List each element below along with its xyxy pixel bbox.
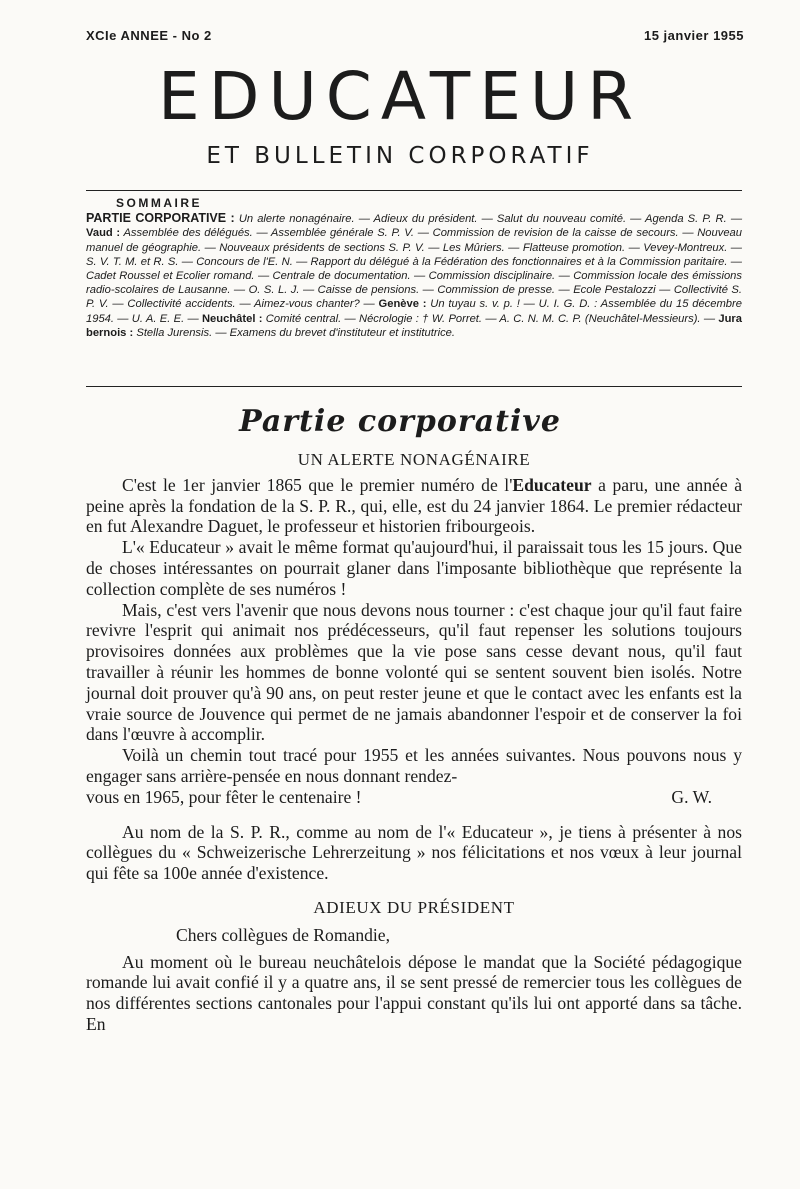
toc-part-5: Stella Jurensis. — Examens du brevet d'instituteur et institutrice. bbox=[133, 326, 455, 339]
article1-heading: UN ALERTE NONAGÉNAIRE bbox=[297, 450, 531, 469]
toc-geneve: Genève : bbox=[378, 298, 427, 311]
article1-paragraph-2: L'« Educateur » avait le même format qu'aujourd'hui, il paraissait tous les 15 jours. Que de choses intéressantes on pourrait glaner dans l'imposante bibliothèque que représente la collection complète de ses numéros ! bbox=[86, 537, 742, 599]
issue-number: XCIe ANNEE - No 2 bbox=[86, 28, 212, 43]
toc-part-3: Un tuyau s. v. p. ! — U. I. G. D. : Assemblée du 15 décembre 1954. — U. A. E. E. — bbox=[86, 298, 742, 325]
article1-paragraph-3: Mais, c'est vers l'avenir que nous devons nous tourner : c'est chaque jour qu'il faut faire revivre l'esprit qui animait nos prédécesseurs, qu'il faut repenser les solutions toujours provisoires données aux problèmes que la vie pose sans cesse devant nous, qu'il faut travailler à réunir les hommes de bonne volonté qui se sentent souvent bien isolés. Notre journal doit prouver qu'à 90 ans, on peut rester jeune et que le contact avec les enfants est la vraie source de Jouvence qui permet de ne jamais abandonner l'espoir et de conserver la foi dans l'œuvre à accomplir. bbox=[86, 599, 742, 745]
article2-heading: ADIEUX DU PRÉSIDENT bbox=[313, 897, 515, 917]
toc-jura: Jura bernois : bbox=[86, 312, 742, 339]
table-of-contents bbox=[86, 196, 742, 340]
toc-lead: PARTIE CORPORATIVE : bbox=[86, 211, 235, 226]
article-body bbox=[86, 450, 742, 1035]
toc-part-1: Un alerte nonagénaire. — Adieux du président. — Salut du nouveau comité. — Agenda S. P. R. — bbox=[234, 213, 743, 226]
article1-p1-end: a paru, une année à peine après la fondation de la S. P. R., qui, elle, est du 24 janvier 1864. Le premier rédacteur en fut Alexandre Daguet, le professeur et historien fribourgeois. bbox=[86, 474, 743, 537]
article1-signature: G. W. bbox=[671, 786, 712, 807]
article2-salutation: Chers collègues de Romandie, bbox=[176, 924, 391, 945]
article1-paragraph-1 bbox=[86, 475, 742, 537]
bottom-rule bbox=[86, 386, 742, 387]
toc-text bbox=[86, 211, 742, 340]
top-rule bbox=[86, 190, 742, 191]
issue-line bbox=[86, 28, 744, 43]
toc-neuchatel: Neuchâtel : bbox=[201, 312, 263, 325]
issue-date: 15 janvier 1955 bbox=[643, 28, 744, 43]
article1-paragraph-5: Au nom de la S. P. R., comme au nom de l'« Educateur », je tiens à présenter à nos collègues du « Schweizerische Lehrerzeitung » nos félicitations et nos vœux à leur journal qui fête sa 100e année d'existence. bbox=[86, 821, 742, 884]
article1-p1-bold: Educateur bbox=[512, 474, 592, 495]
toc-part-2: Assemblée des délégués. — Assemblée générale S. P. V. — Commission de revision de la caisse de secours. — Nouveau manuel de géographie. — Nouveaux présidents de sections S. P. V. — Les Mûriers. — Flatteuse promotion. — Vevey-Montreux. — S. V. T. M. et R. S. — Concours de l'E. N. — Rapport du délégué à la Fédération des fonctionnaires et à la Commission paritaire. — Cadet Roussel et Ecolier romand. — Centrale de documentation. — Commission disciplinaire. — Commission locale des émissions radio-scolaires de Lausanne. — O. S. L. J. — Caisse de pensions. — Commission de presse. — Ecole Pestalozzi — Collectivité S. P. V. — Collectivité accidents. — Aimez-vous chanter? — bbox=[86, 227, 742, 311]
article1-p1-start: C'est le 1er janvier 1865 que le premier numéro de l' bbox=[122, 474, 513, 495]
toc-heading: SOMMAIRE bbox=[116, 196, 202, 210]
article1-paragraph-4: Voilà un chemin tout tracé pour 1955 et les années suivantes. Nous pouvons nous y engager sans arrière-pensée en nous donnant rendez- bbox=[86, 745, 742, 786]
spacer bbox=[86, 808, 742, 822]
article2-paragraph-1: Au moment où le bureau neuchâtelois dépose le mandat que la Société pédagogique romande lui avait confié il y a quatre ans, il se sent pressé de remercier tous les collègues de nos différentes sections cantonales pour l'appui constant qu'ils lui ont apporté dans sa tâche. En bbox=[86, 951, 742, 1034]
toc-vaud: Vaud : bbox=[86, 227, 121, 240]
section-title: Partie corporative bbox=[239, 404, 561, 439]
masthead-title: EDUCATEUR bbox=[157, 58, 643, 135]
article1-closing-text: vous en 1965, pour fêter le centenaire ! bbox=[86, 786, 362, 807]
spacer bbox=[86, 884, 742, 898]
article1-closing-line bbox=[86, 787, 742, 808]
toc-part-4: Comité central. — Nécrologie : † W. Porret. — A. C. N. M. C. P. (Neuchâtel-Messieurs). — bbox=[262, 312, 719, 325]
masthead-subtitle: ET BULLETIN CORPORATIF bbox=[206, 143, 594, 169]
